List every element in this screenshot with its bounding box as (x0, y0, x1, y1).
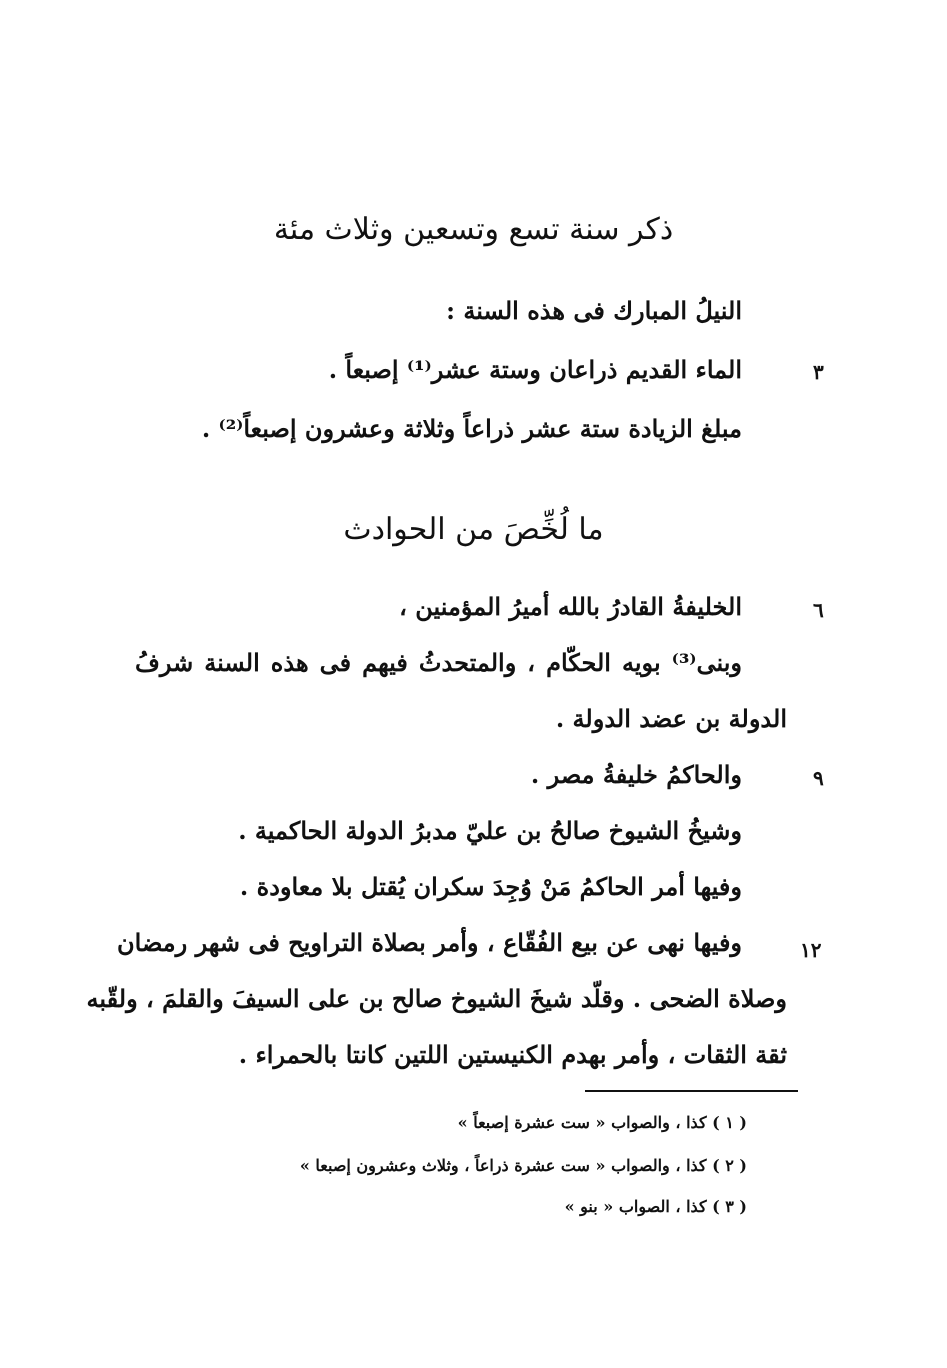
event-line: الخليفةُ القادرُ بالله أميرُ المؤمنين ، (399, 592, 742, 621)
event-line: وبنى⁽³⁾ بويه الحكّام ، والمتحدثُ فيهم فى هذه السنة شرفُ (135, 648, 742, 677)
line-number-6: ٦ (813, 598, 824, 622)
event-line: الدولة بن عضد الدولة . (555, 704, 787, 733)
event-line: وفيها نهى عن بيع الفُقّاع ، وأمر بصلاة التراويح فى شهر رمضان (117, 928, 742, 957)
nile-increase-line: مبلغ الزيادة ستة عشر ذراعاً وثلاثة وعشرون إصبعاً⁽²⁾ . (201, 414, 742, 443)
nile-intro-line: النيلُ المبارك فى هذه السنة : (446, 296, 742, 325)
footnote: ( ٢ ) كذا ، والصواب « ست عشرة ذراعاً ، وثلاث وعشرون إصبعا » (299, 1156, 747, 1175)
footnote-divider (585, 1090, 798, 1092)
event-line: وفيها أمر الحاكمُ مَنْ وُجِدَ سكران يُقتل بلا معاودة . (239, 872, 742, 901)
event-line: وشيخُ الشيوخ صالحُ بن عليّ مدبرُ الدولة الحاكمية . (238, 816, 742, 845)
footnote: ( ١ ) كذا ، والصواب « ست عشرة إصبعاً » (457, 1113, 747, 1132)
section-heading-year: ذكر سنة تسع وتسعين وثلاث مئة (273, 212, 674, 247)
line-number-12: ١٢ (800, 938, 822, 962)
event-line: ثقة الثقات ، وأمر بهدم الكنيستين اللتين كانتا بالحمراء . (238, 1040, 787, 1069)
line-number-9: ٩ (813, 766, 824, 790)
line-number-3: ٣ (813, 360, 824, 384)
event-line: والحاكمُ خليفةُ مصر . (530, 760, 742, 789)
nile-old-water-line: الماء القديم ذراعان وستة عشر⁽¹⁾ إصبعاً . (328, 355, 742, 384)
section-heading-events: ما لُخِّصَ من الحوادث (343, 512, 604, 547)
footnote: ( ٣ ) كذا ، الصواب « بنو » (564, 1197, 747, 1216)
event-line: وصلاة الضحى . وقلّد شيخَ الشيوخ صالح بن على السيفَ والقلمَ ، ولقّبه (86, 984, 787, 1013)
